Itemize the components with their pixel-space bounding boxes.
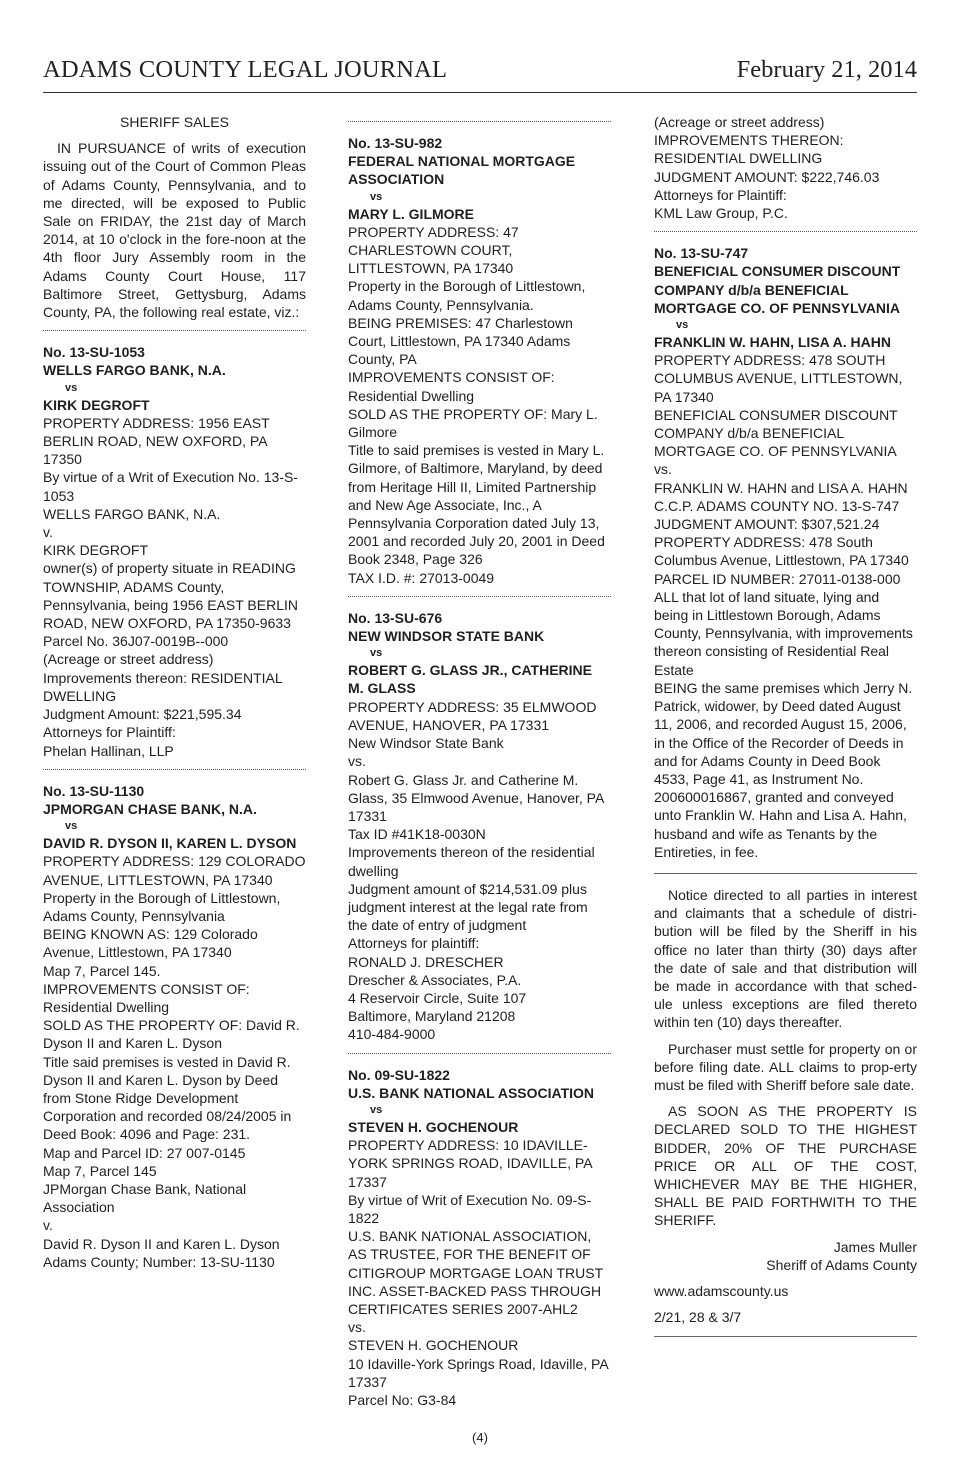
divider xyxy=(43,769,306,774)
detail-line: Map and Parcel ID: 27 007-0145 xyxy=(43,1144,246,1161)
detail-line: (Acreage or street address) xyxy=(654,114,825,130)
detail-line: Baltimore, Maryland 21208 xyxy=(348,1008,516,1025)
detail-line: 4 Reservoir Circle, Suite 107 xyxy=(348,989,527,1006)
sale-details xyxy=(654,351,917,861)
detail-line: JUDGMENT AMOUNT: $222,746.03 xyxy=(654,168,880,185)
detail-line: STEVEN H. GOCHENOUR xyxy=(348,1337,519,1354)
divider xyxy=(348,121,611,126)
detail-line: ALL that lot of land situate, lying and being in Littlestown Borough, Adams County, Pennsylvania, with improvements thereon consisting of Residential Real Estate xyxy=(654,588,913,678)
detail-line: Drescher & Associates, P.A. xyxy=(348,971,522,988)
publication-dates: 2/21, 28 & 3/7 xyxy=(654,1309,742,1326)
detail-line: PROPERTY ADDRESS: 35 ELMWOOD AVENUE, HANOVER, PA 17331 xyxy=(348,698,597,733)
divider xyxy=(348,596,611,601)
sale-details xyxy=(43,852,306,1271)
detail-line: RONALD J. DRESCHER xyxy=(348,953,504,970)
detail-line: Judgment Amount: $221,595.34 xyxy=(43,706,242,723)
detail-line: U.S. BANK NATIONAL ASSOCIATION, AS TRUSTEE, FOR THE BENEFIT OF CITIGROUP MORTGAGE LOAN TRUST INC. ASSET-BACKED PASS THROUGH CERTIFICATES SERIES 2007-AHL2 xyxy=(348,1228,603,1317)
defendant: STEVEN H. GOCHENOUR xyxy=(348,1118,519,1135)
detail-line: JUDGMENT AMOUNT: $307,521.24 xyxy=(654,516,880,533)
masthead xyxy=(43,52,917,93)
section-heading: SHERIFF SALES xyxy=(120,114,229,130)
detail-line: 10 Idaville-York Springs Road, Idaville, PA 17337 xyxy=(348,1355,608,1390)
detail-line: Robert G. Glass Jr. and Catherine M. Glass, 35 Elmwood Avenue, Hanover, PA 17331 xyxy=(348,771,604,824)
detail-line: TAX I.D. #: 27013-0049 xyxy=(348,569,495,586)
detail-line: vs. xyxy=(348,753,366,770)
sheriff-name: James Muller xyxy=(833,1238,917,1255)
detail-line: KML Law Group, P.C. xyxy=(654,205,788,222)
detail-line: Judgment amount of $214,531.09 plus judgment interest at the legal rate from the date of entry of judgment xyxy=(348,880,588,934)
detail-line: v. xyxy=(43,524,53,541)
plaintiff: JPMORGAN CHASE BANK, N.A. xyxy=(43,800,257,817)
versus: vs xyxy=(370,1103,383,1116)
detail-line: IMPROVEMENTS CONSIST OF: Residential Dwelling xyxy=(43,980,250,1015)
divider xyxy=(654,231,917,236)
detail-line: vs. xyxy=(348,1319,366,1336)
detail-line: PROPERTY ADDRESS: 1956 EAST BERLIN ROAD, NEW OXFORD, PA 17350 xyxy=(43,414,270,468)
detail-line: PROPERTY ADDRESS: 478 SOUTH COLUMBUS AVENUE, LITTLESTOWN, PA 17340 xyxy=(654,352,903,405)
defendant: MARY L. GILMORE xyxy=(348,205,474,222)
sale-entry xyxy=(43,343,306,759)
detail-line: Map 7, Parcel 145 xyxy=(43,1162,157,1179)
detail-line: Property in the Borough of Littlestown, Adams County, Pennsylvania xyxy=(43,889,281,924)
detail-line: Phelan Hallinan, LLP xyxy=(43,742,174,759)
defendant: DAVID R. DYSON II, KAREN L. DYSON xyxy=(43,835,297,852)
detail-line: PROPERTY ADDRESS: 129 COLORADO AVENUE, LITTLESTOWN, PA 17340 xyxy=(43,853,306,888)
sale-entry xyxy=(43,782,306,1271)
intro-paragraph: IN PURSUANCE of writs of execution issuing out of the Court of Common Pleas of Adams County, Pennsylvania, and to me directed, will be exposed to Public Sale on FRIDAY, the 21st day of March 2014, at 10 o'clock in the fore-noon at the 4th floor Jury Assembly room in the Adams County Court House, 117 Baltimore Street, Gettysburg, Adams County, PA, the following real estate, viz.: xyxy=(43,140,306,321)
sale-entry xyxy=(654,244,917,861)
defendant: FRANKLIN W. HAHN, LISA A. HAHN xyxy=(654,334,891,351)
detail-line: Improvements thereon of the residential dwelling xyxy=(348,844,595,879)
detail-line: Attorneys for plaintiff: xyxy=(348,935,480,952)
column-1 xyxy=(43,113,306,1271)
sale-details xyxy=(348,223,611,587)
detail-line: vs. xyxy=(654,461,672,478)
case-number: No. 13-SU-676 xyxy=(348,609,443,626)
defendant: ROBERT G. GLASS JR., CATHERINE M. GLASS xyxy=(348,662,592,697)
detail-line: BEING PREMISES: 47 Charlestown Court, Littlestown, PA 17340 Adams County, PA xyxy=(348,314,573,368)
detail-line: BEING KNOWN AS: 129 Colorado Avenue, Littlestown, PA 17340 xyxy=(43,926,258,961)
detail-line: Title said premises is vested in David R. Dyson II and Karen L. Dyson by Deed from Stone Ridge Development Corporation and recorded 08/24/2005 in Deed Book: 4096 and Page: 231. xyxy=(43,1053,292,1143)
versus: vs xyxy=(65,820,78,833)
divider xyxy=(348,1053,611,1058)
detail-line: FRANKLIN W. HAHN and LISA A. HAHN xyxy=(654,479,908,496)
sale-entry xyxy=(348,134,611,587)
detail-line: PARCEL ID NUMBER: 27011-0138-000 xyxy=(654,570,901,587)
versus: vs xyxy=(370,190,383,203)
detail-line: Tax ID #41K18-0030N xyxy=(348,826,486,843)
divider xyxy=(654,873,917,878)
detail-line: v. xyxy=(43,1217,53,1234)
detail-line: KIRK DEGROFT xyxy=(43,542,149,559)
detail-line: Attorneys for Plaintiff: xyxy=(654,186,787,203)
versus: vs xyxy=(676,319,689,332)
case-number: No. 13-SU-747 xyxy=(654,245,749,262)
sale-details-continued xyxy=(654,113,917,222)
detail-line: 410-484-9000 xyxy=(348,1026,436,1043)
case-number: No. 09-SU-1822 xyxy=(348,1066,450,1083)
detail-line: By virtue of Writ of Execution No. 09-S-1822 xyxy=(348,1191,592,1226)
issue-date: February 21, 2014 xyxy=(736,56,917,83)
payment-notice: AS SOON AS THE PROPERTY IS DECLARED SOLD TO THE HIGHEST BIDDER, 20% OF THE PURCHASE PRICE OR ALL OF THE COST, WHICHEVER MAY BE THE HIGHER, SHALL BE PAID FORTHWITH TO THE SHERIFF. xyxy=(654,1103,917,1229)
versus: vs xyxy=(370,647,383,660)
divider xyxy=(43,330,306,335)
detail-line: David R. Dyson II and Karen L. Dyson xyxy=(43,1235,280,1252)
plaintiff: NEW WINDSOR STATE BANK xyxy=(348,628,545,645)
plaintiff: U.S. BANK NATIONAL ASSOCIATION xyxy=(348,1084,595,1101)
detail-line: PROPERTY ADDRESS: 478 South Columbus Avenue, Littlestown, PA 17340 xyxy=(654,534,909,569)
detail-line: SOLD AS THE PROPERTY OF: David R. Dyson II and Karen L. Dyson xyxy=(43,1017,300,1052)
detail-line: Parcel No: G3-84 xyxy=(348,1392,457,1408)
detail-line: IMPROVEMENTS CONSIST OF: Residential Dwelling xyxy=(348,369,555,404)
detail-line: Map 7, Parcel 145. xyxy=(43,962,161,979)
detail-line: New Windsor State Bank xyxy=(348,735,504,752)
versus: vs xyxy=(65,381,78,394)
page-number: (4) xyxy=(472,1430,488,1445)
sale-details xyxy=(43,414,306,760)
detail-line: Parcel No. 36J07-0019B--000 xyxy=(43,633,229,650)
detail-line: IMPROVEMENTS THEREON: RESIDENTIAL DWELLING xyxy=(654,132,844,167)
distribution-notice: Notice directed to all parties in interest and claimants that a schedule of distri-bution will be filed by the Sheriff in his office no later than thirty (30) days after the date of sale and that distribution will be made in accordance with that sched-ule unless exceptions are filed thereto within ten (10) days thereafter. xyxy=(654,886,917,1031)
journal-title: ADAMS COUNTY LEGAL JOURNAL xyxy=(43,56,448,83)
column-3 xyxy=(654,113,917,1349)
sheriff-title: Sheriff of Adams County xyxy=(766,1256,917,1273)
plaintiff: BENEFICIAL CONSUMER DISCOUNT COMPANY d/b/a BENEFICIAL MORTGAGE CO. OF PENNSYLVANIA xyxy=(654,263,901,316)
column-2 xyxy=(348,113,611,1409)
detail-line: By virtue of a Writ of Execution No. 13-S-1053 xyxy=(43,469,298,504)
detail-line: BENEFICIAL CONSUMER DISCOUNT COMPANY d/b/a BENEFICIAL MORTGAGE CO. OF PENNSYLVANIA xyxy=(654,406,898,460)
detail-line: JPMorgan Chase Bank, National Association xyxy=(43,1180,247,1216)
detail-line: (Acreage or street address) xyxy=(43,651,214,668)
detail-line: Attorneys for Plaintiff: xyxy=(43,724,176,741)
detail-line: C.C.P. ADAMS COUNTY NO. 13-S-747 xyxy=(654,497,900,514)
detail-line: WELLS FARGO BANK, N.A. xyxy=(43,505,221,522)
case-number: No. 13-SU-1053 xyxy=(43,344,145,361)
detail-line: PROPERTY ADDRESS: 47 CHARLESTOWN COURT, LITTLESTOWN, PA 17340 xyxy=(348,223,519,277)
purchaser-notice: Purchaser must settle for property on or before filing date. ALL claims to prop-erty must be filed with Sheriff before sale date. xyxy=(654,1040,917,1093)
sale-details xyxy=(348,1136,611,1409)
case-number: No. 13-SU-1130 xyxy=(43,782,145,799)
detail-line: SOLD AS THE PROPERTY OF: Mary L. Gilmore xyxy=(348,405,598,441)
divider xyxy=(654,1336,917,1341)
detail-line: Title to said premises is vested in Mary L. Gilmore, of Baltimore, Maryland, by deed from Heritage Hill II, Limited Partnership and New Age Associate, Inc., A Pennsylvania Corporation dated July 13, 2001 and recorded July 20, 2001 in Deed Book 2348, Page 326 xyxy=(348,442,605,568)
website-link[interactable]: www.adamscounty.us xyxy=(654,1282,789,1299)
plaintiff: FEDERAL NATIONAL MORTGAGE ASSOCIATION xyxy=(348,153,576,188)
detail-line: BEING the same premises which Jerry N. Patrick, widower, by Deed dated August 11, 2006, and recorded August 15, 2006, in the Office of the Recorder of Deeds in and for Adams County in Deed Book 4533, Page 41, as Instrument No. 200600016867, granted and conveyed unto Franklin W. Hahn and Lisa A. Hahn, husband and wife as Tenants by the Entireties, in fee. xyxy=(654,679,913,860)
case-number: No. 13-SU-982 xyxy=(348,135,443,151)
sale-entry xyxy=(348,609,611,1044)
sale-entry xyxy=(348,1066,611,1410)
detail-line: Property in the Borough of Littlestown, Adams County, Pennsylvania. xyxy=(348,278,586,313)
sale-details xyxy=(348,698,611,1044)
detail-line: owner(s) of property situate in READING TOWNSHIP, ADAMS County, Pennsylvania, being 1956 EAST BERLIN ROAD, NEW OXFORD, PA 17350-9633 xyxy=(43,560,299,632)
defendant: KIRK DEGROFT xyxy=(43,396,150,413)
detail-line: Adams County; Number: 13-SU-1130 xyxy=(43,1253,275,1270)
detail-line: PROPERTY ADDRESS: 10 IDAVILLE-YORK SPRINGS ROAD, IDAVILLE, PA 17337 xyxy=(348,1137,592,1190)
detail-line: Improvements thereon: RESIDENTIAL DWELLING xyxy=(43,669,283,704)
plaintiff: WELLS FARGO BANK, N.A. xyxy=(43,362,226,379)
